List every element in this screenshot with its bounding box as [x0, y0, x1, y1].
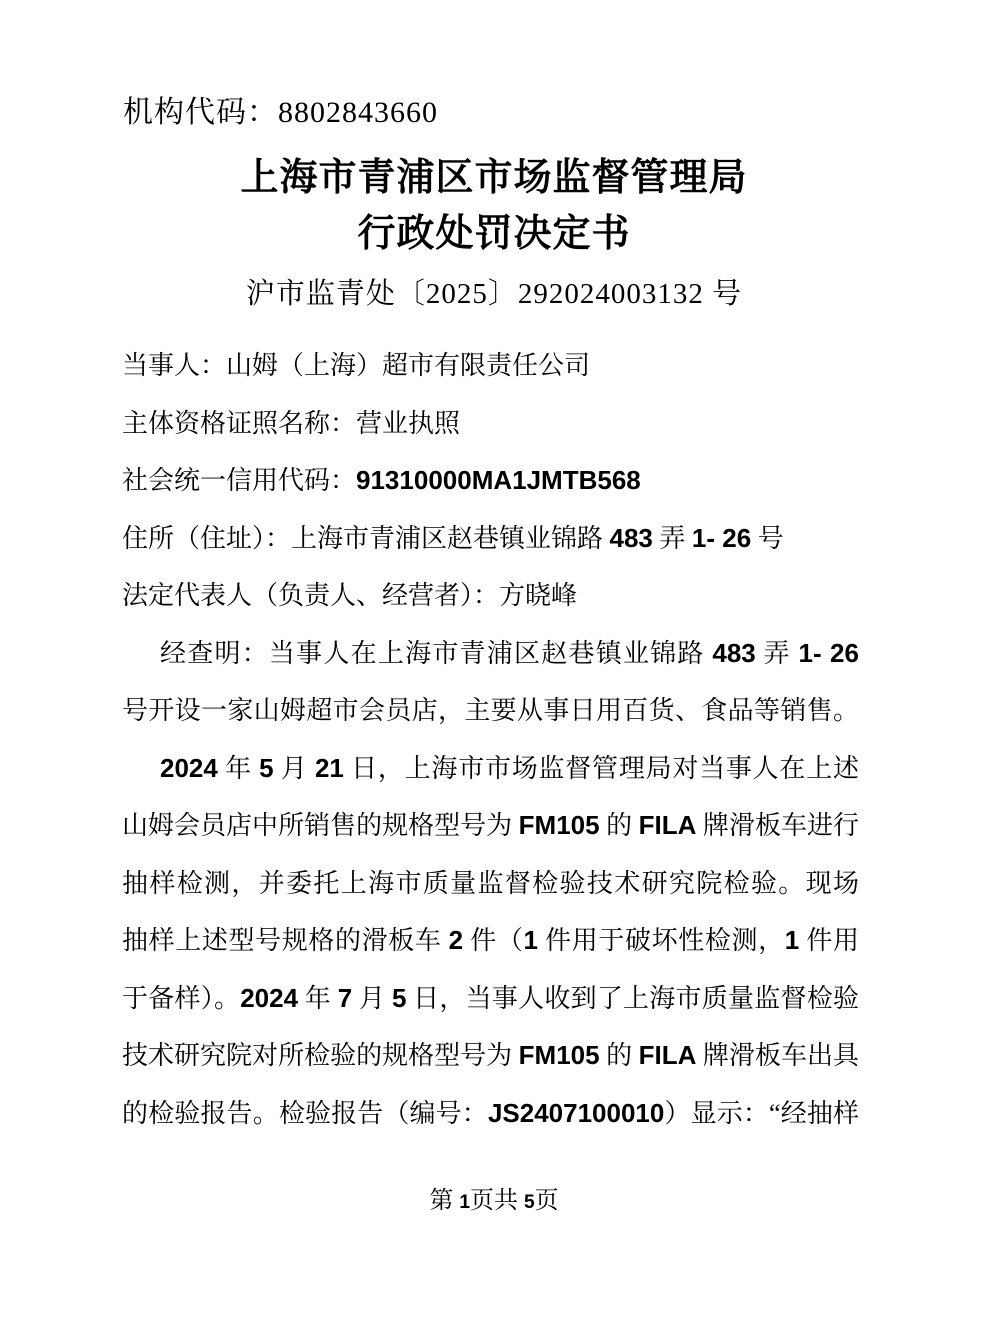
document-line-14: 的检验报告。检验报告（编号：JS2407100010）显示：“经抽样: [122, 1097, 859, 1128]
document-line-11: 抽样上述型号规格的滑板车 2 件（1 件用于破坏性检测，1 件用: [122, 925, 859, 955]
latin-text: 5: [259, 752, 274, 783]
latin-text: FM105: [518, 1040, 600, 1070]
document-line-4: 住所（住址）：上海市青浦区赵巷镇业锦路 483 弄 1- 26 号: [122, 522, 784, 553]
latin-text: 2024: [160, 752, 218, 783]
document-line-2: 主体资格证照名称：营业执照: [122, 408, 461, 438]
doc-number: 沪市监青处〔2025〕292024003132 号: [245, 278, 743, 310]
latin-text: 483: [609, 522, 653, 553]
document-line-13: 技术研究院对所检验的规格型号为 FM105 的 FILA 牌滑板车出具: [122, 1040, 859, 1070]
latin-text: 2: [448, 925, 464, 955]
latin-text: 91310000MA1JMTB568: [356, 465, 641, 495]
latin-text: 1- 26: [798, 637, 859, 668]
org-code: 机构代码：8802843660: [123, 96, 438, 129]
document-line-1: 当事人：山姆（上海）超市有限责任公司: [122, 351, 591, 380]
latin-text: 1: [784, 925, 800, 955]
latin-text: FILA: [638, 810, 697, 840]
latin-text: 5: [391, 982, 407, 1013]
latin-text: 5: [524, 1192, 535, 1213]
document-line-7: 号开设一家山姆超市会员店，主要从事日用百货、食品等销售。: [122, 696, 859, 725]
document-title-line2: 行政处罚决定书: [357, 213, 631, 255]
document-line-10: 抽样检测，并委托上海市质量监督检验技术研究院检验。现场: [122, 868, 859, 898]
document-line-3: 社会统一信用代码：91310000MA1JMTB568: [122, 465, 641, 495]
document-line-5: 法定代表人（负责人、经营者）：方晓峰: [122, 581, 578, 610]
latin-text: 1- 26: [691, 522, 752, 553]
latin-text: 2024: [240, 982, 299, 1013]
latin-text: JS2407100010: [487, 1097, 665, 1128]
document-line-12: 于备样）。2024 年 7 月 5 日，当事人收到了上海市质量监督检验: [122, 982, 859, 1013]
document-line-8: 2024 年 5 月 21 日，上海市市场监督管理局对当事人在上述: [160, 752, 859, 783]
latin-text: FILA: [638, 1040, 697, 1070]
document-line-6: 经查明：当事人在上海市青浦区赵巷镇业锦路 483 弄 1- 26: [160, 637, 859, 668]
latin-text: 21: [314, 752, 344, 783]
latin-text: 1: [523, 925, 538, 955]
document-title: [0, 150, 988, 262]
latin-text: FM105: [518, 810, 600, 840]
document-line-9: 山姆会员店中所销售的规格型号为 FM105 的 FILA 牌滑板车进行: [122, 810, 859, 840]
latin-text: 7: [337, 982, 353, 1013]
document-title-line1: 上海市青浦区市场监督管理局: [240, 157, 748, 199]
latin-text: 1: [459, 1192, 470, 1213]
document-body: [122, 337, 859, 1142]
latin-text: 483: [712, 637, 756, 668]
page-footer: 第 1页共 5页: [429, 1188, 559, 1214]
